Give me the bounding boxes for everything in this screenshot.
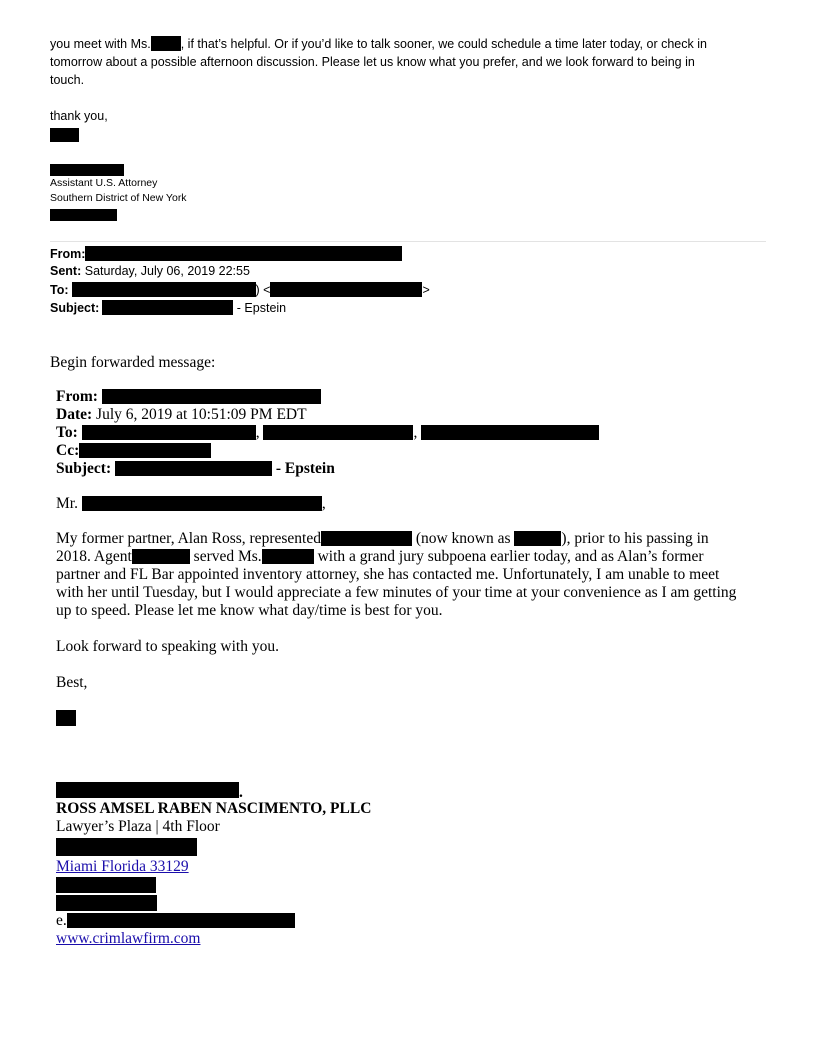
redaction [50,128,79,142]
redaction [56,710,76,726]
redaction [82,496,322,511]
header-sent: Sent: Saturday, July 06, 2019 22:55 [50,264,250,278]
redaction [102,389,321,404]
sig-dot: . [239,784,243,801]
header-to: To: ) < > [50,283,430,297]
redaction [102,300,233,315]
redaction [50,209,117,221]
redaction [56,895,157,911]
fwd-body-line-2: 2018. Agent served Ms. with a grand jury subpoena earlier today, and as Alan’s former [56,548,704,565]
fwd-from: From: [56,388,321,406]
fwd-body-line-4: with her until Tuesday, but I would appreciate a few minutes of your time at your convenience as I am getting [56,584,737,601]
redaction [85,246,402,261]
divider [50,241,766,242]
firm-address: Lawyer’s Plaza | 4th Floor [56,818,220,835]
fwd-cc: Cc: [56,442,211,460]
city-link[interactable]: Miami Florida 33129 [56,858,189,875]
website-link[interactable]: www.crimlawfirm.com [56,930,201,947]
fwd-date: Date: July 6, 2019 at 10:51:09 PM EDT [56,406,307,423]
firm-email: e. [56,912,295,930]
fwd-subject: Subject: - Epstein [56,460,335,477]
fwd-look-forward: Look forward to speaking with you. [56,638,279,655]
redaction [263,425,413,440]
redaction [270,282,422,297]
fwd-salutation: Mr. , [56,495,326,512]
redaction [132,549,190,564]
redaction [321,531,412,546]
redaction [151,36,181,51]
redaction [514,531,561,546]
reply-closing: thank you, [50,109,108,123]
reply-line-2: tomorrow about a possible afternoon discussion. Please let us know what you prefer, and we look forward to being in [50,55,695,69]
reply-line-1: you meet with Ms. , if that’s helpful. Or if you’d like to talk sooner, we could schedule a time later today, or check in [50,37,707,51]
fwd-to: To: , , [56,424,599,442]
redaction [421,425,599,440]
redaction [56,782,239,798]
forward-intro: Begin forwarded message: [50,354,216,371]
firm-name: ROSS AMSEL RABEN NASCIMENTO, PLLC [56,800,372,817]
header-from: From: [50,245,402,263]
redaction [82,425,256,440]
redaction [56,877,156,893]
fwd-body-line-3: partner and FL Bar appointed inventory attorney, she has contacted me. Unfortunately, I am unable to meet [56,566,720,583]
fwd-closing: Best, [56,674,88,691]
redaction [72,282,256,297]
redaction [67,913,295,928]
header-subject: Subject: - Epstein [50,301,287,315]
fwd-body-line-1: My former partner, Alan Ross, represented (now known as ), prior to his passing in [56,530,709,547]
redaction [79,443,211,458]
reply-line-3: touch. [50,73,85,87]
signature-title: Assistant U.S. Attorney [50,177,158,189]
redaction [115,461,272,476]
redaction [56,838,197,856]
signature-office: Southern District of New York [50,192,187,204]
redaction [262,549,314,564]
redaction [50,164,124,176]
fwd-body-line-5: up to speed. Please let me know what day/time is best for you. [56,602,443,619]
